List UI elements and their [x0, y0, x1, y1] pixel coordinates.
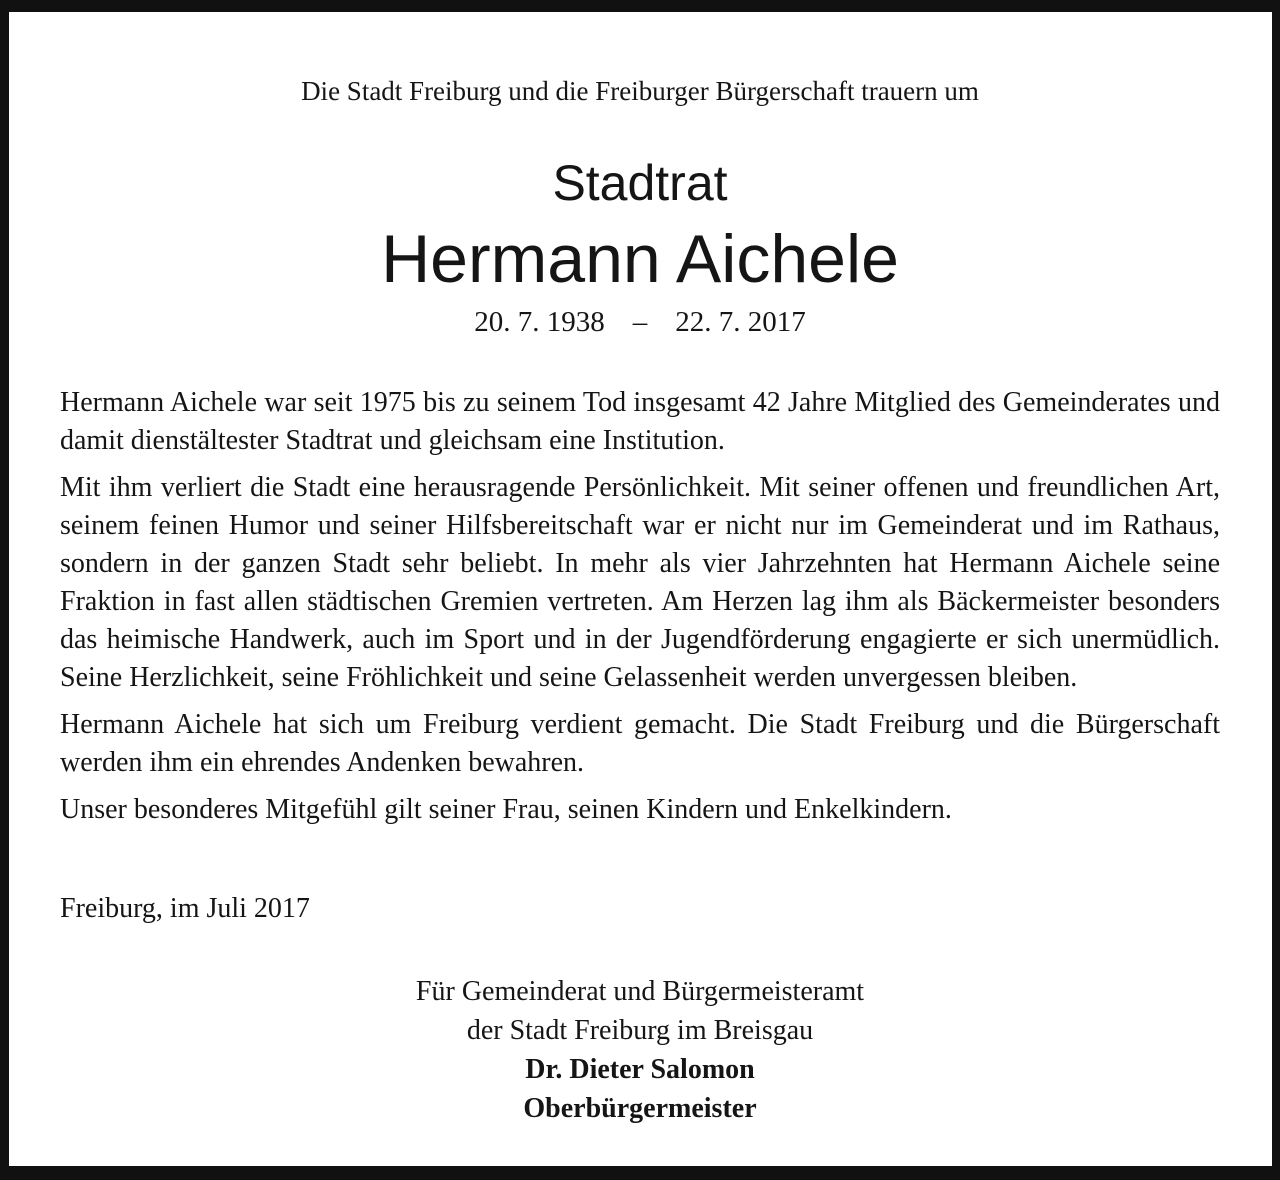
date-dash: –	[632, 306, 648, 338]
signature-line-city: der Stadt Freiburg im Breisgau	[466, 1015, 814, 1046]
birth-date: 20. 7. 1938	[474, 306, 605, 338]
paragraph-personality: Mit ihm verliert die Stadt eine herausragende Persönlichkeit. Mit seiner offenen und freundlichen Art, seinem feinen Humor und seiner Hilfsbereitschaft war er nicht nur im Gemeinderat und im Rathaus, sondern in der ganzen Stadt sehr beliebt. In mehr als vier Jahrzehnten hat Hermann Aichele seine Fraktion in fast allen städtischen Gremien vertreten. Am Herzen lag ihm als Bäckermeister besonders das heimische Handwerk, auch im Sport und in der Jugendförderung engagierte er sich unermüdlich. Seine Herzlichkeit, seine Fröhlichkeit und seine Gelassenheit werden unvergessen bleiben.	[60, 472, 1220, 693]
rank-title: Stadtrat	[552, 155, 728, 211]
death-date: 22. 7. 2017	[675, 306, 806, 338]
intro-line: Die Stadt Freiburg und die Freiburger Bürgerschaft trauern um	[301, 76, 979, 106]
paragraph-merit: Hermann Aichele hat sich um Freiburg verdient gemacht. Die Stadt Freiburg und die Bürgerschaft werden ihm ein ehrendes Andenken bewahren.	[60, 709, 1220, 778]
deceased-name: Hermann Aichele	[381, 221, 899, 297]
place-and-date: Freiburg, im Juli 2017	[60, 893, 310, 924]
life-dates	[0, 303, 1280, 341]
obituary-body	[60, 384, 1220, 838]
signer-title: Oberbürgermeister	[523, 1093, 757, 1124]
paragraph-membership: Hermann Aichele war seit 1975 bis zu seinem Tod insgesamt 42 Jahre Mitglied des Gemeinderates und damit dienstältester Stadtrat und gleichsam eine Institution.	[60, 387, 1220, 456]
signer-name: Dr. Dieter Salomon	[525, 1054, 755, 1085]
paragraph-condolence: Unser besonderes Mitgefühl gilt seiner Frau, seinen Kindern und Enkelkindern.	[60, 794, 952, 825]
signature-block	[0, 972, 1280, 1128]
signature-line-council: Für Gemeinderat und Bürgermeisteramt	[415, 976, 865, 1007]
